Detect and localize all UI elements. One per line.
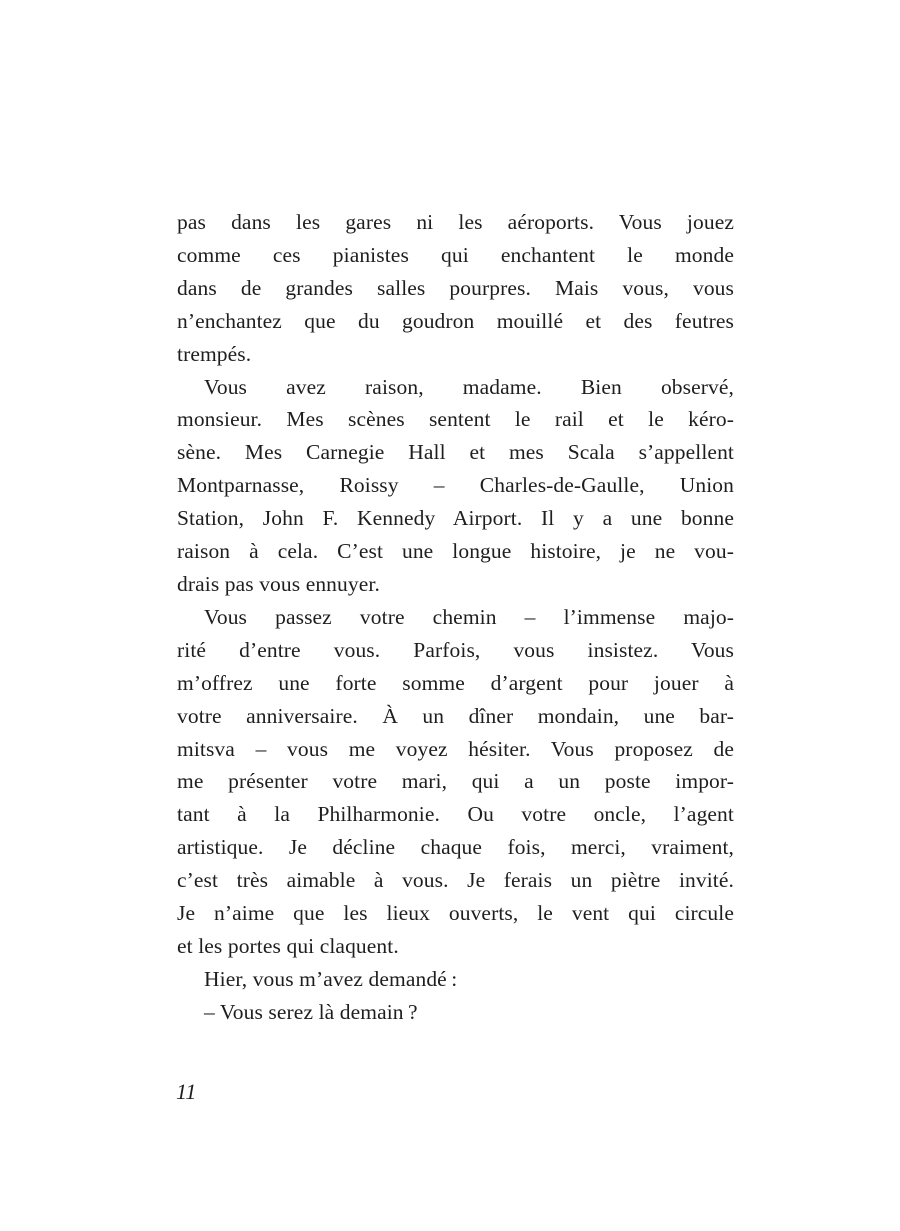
text-block [177,206,734,1029]
text-line: raison à cela. C’est une longue histoire, je ne vou- [177,539,734,564]
text-line: et les portes qui claquent. [177,933,399,958]
paragraph [177,996,734,1029]
paragraph [177,963,734,996]
text-line: votre anniversaire. À un dîner mondain, une bar- [177,703,734,728]
text-line: Vous passez votre chemin – l’immense majo- [204,604,734,629]
text-line: sène. Mes Carnegie Hall et mes Scala s’appellent [177,440,734,465]
text-line: – Vous serez là demain ? [204,999,418,1024]
text-line: Station, John F. Kennedy Airport. Il y a une bonne [177,506,734,531]
paragraph [177,206,734,371]
text-line: tant à la Philharmonie. Ou votre oncle, l’agent [177,802,734,827]
text-line: dans de grandes salles pourpres. Mais vous, vous [177,275,734,300]
text-line: Je n’aime que les lieux ouverts, le vent qui circule [177,901,734,926]
text-line: trempés. [177,341,252,366]
paragraph [177,601,734,963]
text-line: pas dans les gares ni les aéroports. Vous jouez [177,210,734,234]
paragraph [177,371,734,601]
text-line: artistique. Je décline chaque fois, merci, vraiment, [177,835,734,860]
text-line: c’est très aimable à vous. Je ferais un piètre invité. [177,868,734,893]
text-line: m’offrez une forte somme d’argent pour jouer à [177,670,734,695]
text-line: me présenter votre mari, qui a un poste impor- [177,769,734,794]
text-line: monsieur. Mes scènes sentent le rail et le kéro- [177,407,734,432]
text-line: Hier, vous m’avez demandé : [204,966,458,991]
text-line: n’enchantez que du goudron mouillé et des feutres [177,308,734,333]
text-line: comme ces pianistes qui enchantent le monde [177,242,734,267]
text-line: Vous avez raison, madame. Bien observé, [204,374,734,399]
text-line: drais pas vous ennuyer. [177,571,380,596]
page-number: 11 [176,1079,197,1104]
text-line: Montparnasse, Roissy – Charles-de-Gaulle, Union [177,473,734,498]
text-line: mitsva – vous me voyez hésiter. Vous proposez de [177,736,734,761]
text-line: rité d’entre vous. Parfois, vous insistez. Vous [177,637,734,662]
